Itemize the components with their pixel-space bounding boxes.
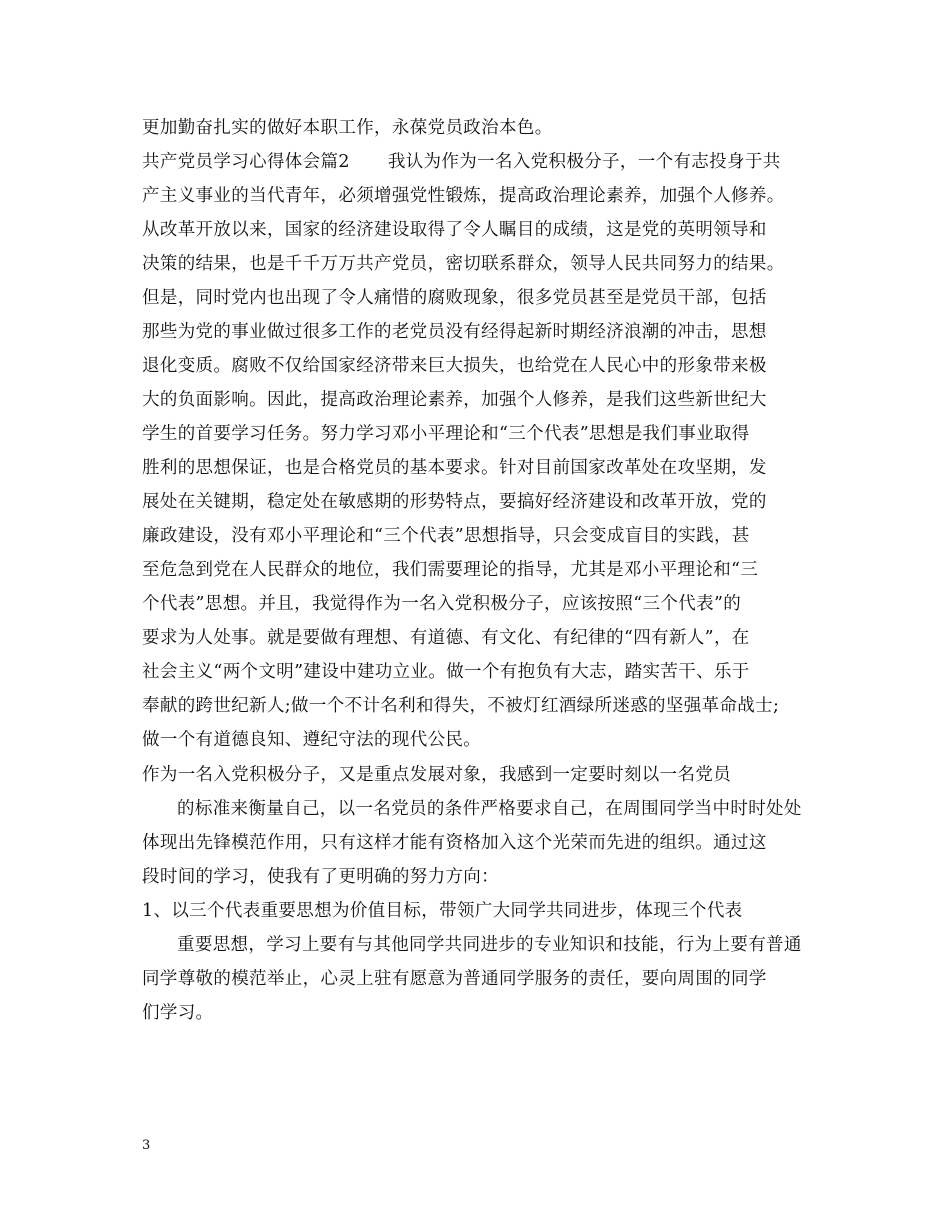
text-line: 体现出先锋模范作用，只有这样才能有资格加入这个光荣而先进的组织。通过这 bbox=[142, 833, 767, 853]
text-line: 产主义事业的当代青年，必须增强党性锻炼，提高政治理论素养，加强个人修养。 bbox=[142, 186, 785, 206]
text-line: 们学习。 bbox=[142, 1003, 214, 1023]
text-line: 段时间的学习，使我有了更明确的努力方向： bbox=[142, 867, 499, 887]
list-item-start: 重要思想，学习上要有与其他同学共同进步的专业知识和技能，行为上要有普通 bbox=[177, 935, 802, 955]
text-line: 从改革开放以来，国家的经济建设取得了令人瞩目的成绩，这是党的英明领导和 bbox=[142, 220, 767, 240]
text-line: 决策的结果，也是千千万万共产党员，密切联系群众，领导人民共同努力的结果。 bbox=[142, 254, 785, 274]
heading-line bbox=[142, 150, 781, 174]
text-line: 我认为作为一名入党积极分子，一个有志投身于共 bbox=[387, 152, 781, 172]
text-line: 做一个有道德良知、遵纪守法的现代公民。 bbox=[142, 730, 482, 750]
text-line: 作为一名入党积极分子，又是重点发展对象，我感到一定要时刻以一名党员 bbox=[142, 765, 732, 785]
text-line: 大的负面影响。因此，提高政治理论素养，加强个人修养，是我们这些新世纪大 bbox=[142, 390, 767, 410]
text-line: 更加勤奋扎实的做好本职工作，永葆党员政治本色。 bbox=[142, 118, 553, 138]
text-line: 1、以三个代表重要思想为价值目标，带领广大同学共同进步，体现三个代表 bbox=[142, 901, 743, 921]
text-line: 个代表”思想。并且，我觉得作为一名入党积极分子，应该按照“三个代表”的 bbox=[142, 594, 742, 614]
text-line: 学生的首要学习任务。努力学习邓小平理论和“三个代表”思想是我们事业取得 bbox=[142, 424, 750, 444]
text-line: 展处在关键期，稳定处在敏感期的形势特点，要搞好经济建设和改革开放，党的 bbox=[142, 492, 767, 512]
text-line: 社会主义“两个文明”建设中建功立业。做一个有抱负有大志，踏实苦干、乐于 bbox=[142, 662, 750, 682]
text-line: 要求为人处事。就是要做有理想、有道德、有文化、有纪律的“四有新人”，在 bbox=[142, 628, 750, 648]
page-number: 3 bbox=[142, 1138, 151, 1153]
text-line: 廉政建设，没有邓小平理论和“三个代表”思想指导，只会变成盲目的实践，甚 bbox=[142, 526, 750, 546]
text-line: 至危急到党在人民群众的地位，我们需要理论的指导，尤其是邓小平理论和“三 bbox=[142, 560, 759, 580]
text-line: 但是，同时党内也出现了令人痛惜的腐败现象，很多党员甚至是党员干部，包括 bbox=[142, 288, 767, 308]
text-line: 胜利的思想保证，也是合格党员的基本要求。针对目前国家改革处在攻坚期，发 bbox=[142, 458, 767, 478]
paragraph-start: 的标准来衡量自己，以一名党员的条件严格要求自己，在周围同学当中时时处处 bbox=[177, 799, 802, 819]
text-line: 退化变质。腐败不仅给国家经济带来巨大损失，也给党在人民心中的形象带来极 bbox=[142, 356, 767, 376]
text-line: 同学尊敬的模范举止，心灵上驻有愿意为普通同学服务的责任，要向周围的同学 bbox=[142, 969, 767, 989]
text-line: 奉献的跨世纪新人;做一个不计名利和得失，不被灯红酒绿所迷惑的坚强革命战士; bbox=[142, 696, 780, 716]
text-line: 那些为党的事业做过很多工作的老党员没有经得起新时期经济浪潮的冲击，思想 bbox=[142, 322, 767, 342]
section-heading: 共产党员学习心得体会篇2 bbox=[142, 152, 350, 172]
